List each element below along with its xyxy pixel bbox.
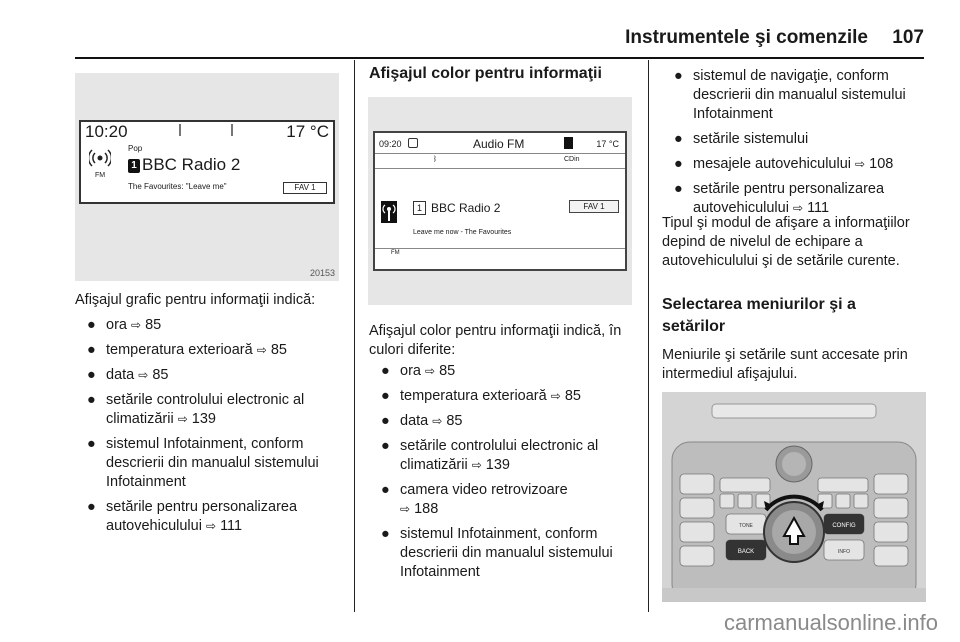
page-ref-arrow-icon: ⇨	[256, 343, 267, 357]
config-button-label: CONFIG	[832, 523, 856, 529]
page-ref[interactable]: 85	[152, 367, 169, 383]
back-button-label: BACK	[737, 549, 755, 555]
page-ref[interactable]: 111	[807, 200, 830, 216]
page-ref-arrow-icon: ⇨	[400, 502, 411, 516]
band-label: FM	[95, 172, 106, 179]
page-ref-arrow-icon: ⇨	[177, 412, 188, 426]
page-ref[interactable]: 111	[220, 518, 243, 534]
figure-number: 20153	[309, 268, 335, 278]
page-ref[interactable]: 85	[270, 342, 287, 358]
column-divider-2	[648, 60, 649, 612]
graphic-display-screen	[79, 120, 335, 204]
watermark-footer: carmanualsonline.info	[723, 610, 938, 635]
info-icon	[564, 137, 573, 149]
graphic-info-display-figure	[75, 73, 339, 281]
station-name: BBC Radio 2	[142, 155, 241, 174]
page-ref-arrow-icon: ⇨	[131, 318, 142, 332]
page-ref-arrow-icon: ⇨	[471, 458, 482, 472]
divider	[375, 153, 625, 154]
list-item: ● setările pentru personalizarea autovehiculului ⇨ 111	[674, 181, 885, 216]
page-ref[interactable]: 108	[869, 156, 894, 172]
divider	[375, 248, 625, 249]
header-rule	[75, 57, 924, 59]
page-ref-arrow-icon: ⇨	[432, 414, 443, 428]
list-item: ● ora ⇨ 85	[87, 317, 162, 333]
page-number: 107	[892, 27, 924, 48]
radio-signal-icon	[89, 148, 111, 172]
separator-mark	[179, 124, 181, 136]
col3-paragraph: Tipul şi modul de afişare a informaţiilor depind de nivelul de echipare a autovehiculului şi de setările curente.	[662, 215, 910, 269]
page-ref-arrow-icon: ⇨	[550, 389, 561, 403]
page-ref[interactable]: 188	[414, 501, 439, 517]
page-ref-arrow-icon: ⇨	[792, 201, 804, 215]
favourite-label: FAV 1	[283, 182, 327, 194]
list-item: ● camera video retrovizoare ⇨ 188	[381, 482, 568, 517]
col3-paragraph-2: Meniurile şi setările sunt accesate prin intermediul afişajului.	[662, 347, 908, 382]
page-ref-arrow-icon: ⇨	[138, 368, 149, 382]
color-display-screen	[373, 131, 627, 271]
radio-text: The Favourites: "Leave me"	[128, 182, 227, 191]
running-header-title: Instrumentele şi comenzile	[625, 27, 868, 48]
program-type: Pop	[128, 144, 143, 153]
section-heading-color-display: Afişajul color pentru informaţii	[369, 65, 602, 82]
col1-bullet-list	[75, 316, 350, 542]
tone-button-label: TONE	[739, 523, 753, 529]
page-ref[interactable]: 85	[564, 388, 581, 404]
list-item: ● setările controlului electronic al climatizării ⇨ 139	[381, 438, 599, 473]
band-label: FM	[391, 250, 400, 256]
page-ref[interactable]: 85	[439, 363, 456, 379]
list-item: ● temperatura exterioară ⇨ 85	[381, 388, 581, 404]
list-item: ● setările pentru personalizarea autovehiculului ⇨ 111	[87, 499, 298, 534]
page-ref-arrow-icon: ⇨	[855, 157, 866, 171]
list-item: ● data ⇨ 85	[381, 413, 463, 429]
clock-icon	[408, 138, 418, 148]
page-ref[interactable]: 139	[485, 457, 510, 473]
separator-mark	[231, 124, 233, 136]
list-item: ● sistemul Infotainment, conform descrierii din manualul sistemului Infotainment	[87, 436, 319, 490]
divider	[375, 168, 625, 169]
page-ref[interactable]: 139	[191, 411, 216, 427]
list-item: ● sistemul de navigaţie, conform descrierii din manualul sistemului Infotainment	[674, 68, 906, 122]
page-ref[interactable]: 85	[145, 317, 162, 333]
station-name: BBC Radio 2	[431, 201, 501, 215]
col2-intro: Afişajul color pentru informaţii indică, în culori diferite:	[369, 323, 622, 358]
list-item: ● setările controlului electronic al climatizării ⇨ 139	[87, 392, 305, 427]
display-temperature: 17 °C	[596, 139, 619, 149]
audio-source: Audio FM	[473, 137, 525, 151]
page-ref[interactable]: 85	[446, 413, 463, 429]
display-time: 09:20	[379, 139, 402, 149]
list-item: ● data ⇨ 85	[87, 367, 169, 383]
preset-number: 1	[413, 201, 426, 215]
col1-intro: Afişajul grafic pentru informaţii indică:	[75, 292, 316, 308]
bluetooth-icon: ᛒ	[433, 156, 438, 163]
list-item: ● temperatura exterioară ⇨ 85	[87, 342, 287, 358]
list-item: ● ora ⇨ 85	[381, 363, 456, 379]
favourite-label: FAV 1	[569, 200, 619, 213]
display-temperature: 17 °C	[286, 122, 329, 141]
infotainment-control-panel	[662, 392, 926, 602]
col2-bullet-list	[369, 362, 639, 588]
display-time: 10:20	[85, 122, 128, 141]
section-heading-menus: Selectarea meniurilor şi a setărilor	[662, 296, 856, 335]
info-button-label: INFO	[838, 549, 850, 555]
preset-number: 1	[128, 159, 140, 173]
page-ref-arrow-icon: ⇨	[205, 519, 217, 533]
radio-text: Leave me now - The Favourites	[413, 229, 512, 236]
color-info-display-figure	[368, 97, 632, 305]
list-item: ● setările sistemului	[674, 131, 809, 147]
cd-input-label: CDin	[564, 156, 580, 163]
control-panel-figure	[662, 392, 926, 602]
radio-antenna-icon	[381, 201, 397, 223]
page-ref-arrow-icon: ⇨	[425, 364, 436, 378]
col3-bullet-list	[662, 67, 928, 224]
column-divider-1	[354, 60, 355, 612]
list-item: ● mesajele autovehiculului ⇨ 108	[674, 156, 894, 172]
list-item: ● sistemul Infotainment, conform descrierii din manualul sistemului Infotainment	[381, 526, 613, 580]
